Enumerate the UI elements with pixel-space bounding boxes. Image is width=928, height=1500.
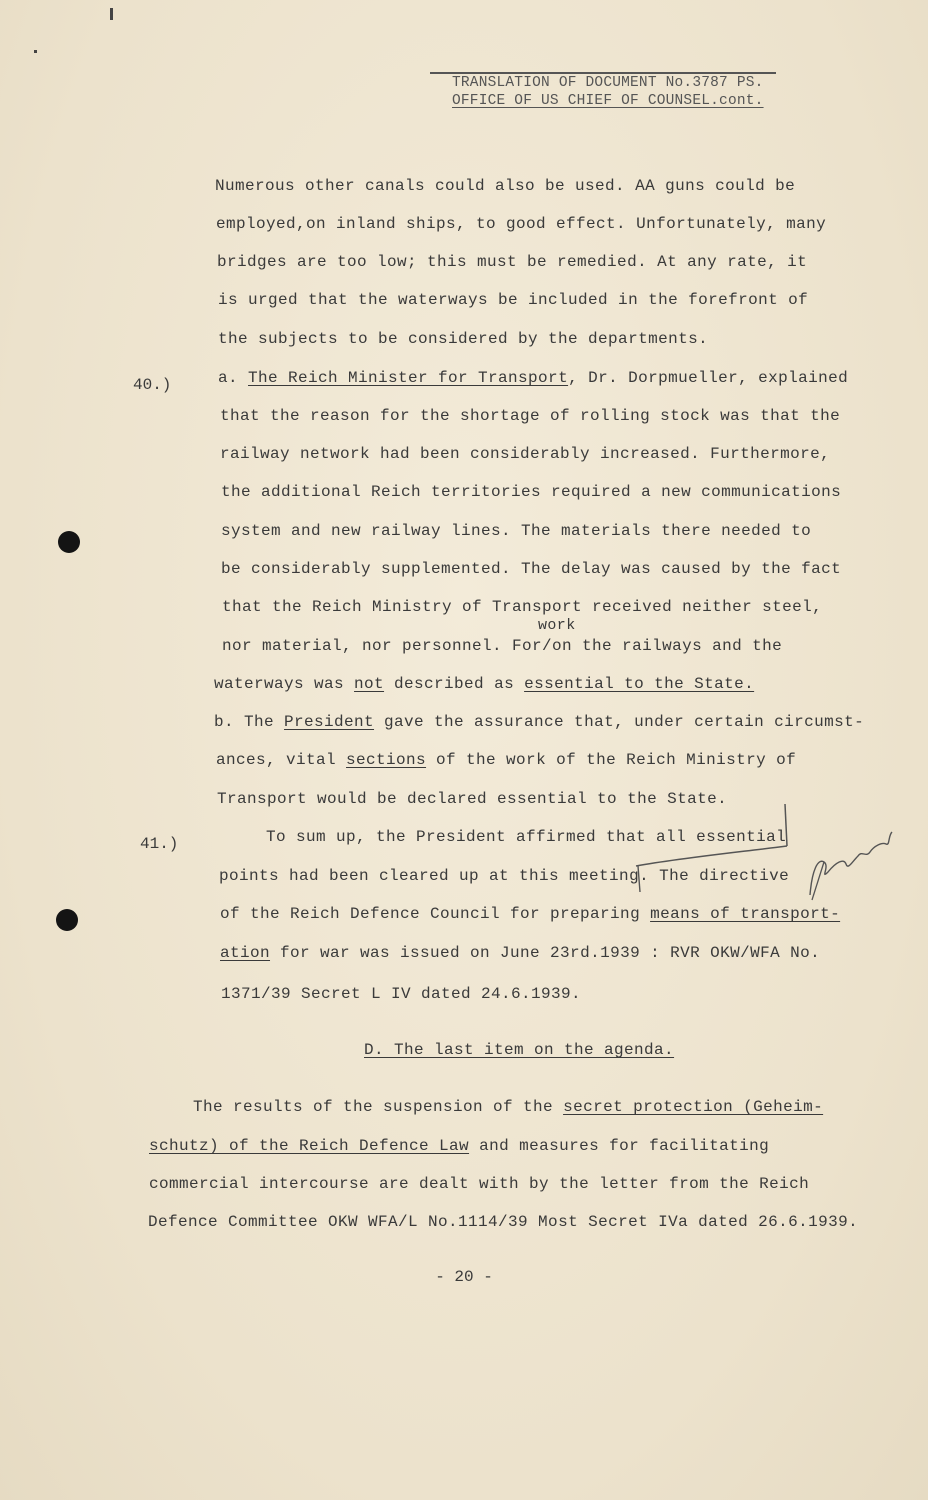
item-b-prefix: b. The <box>214 713 285 731</box>
text-span: of the Reich Defence Council for preparing <box>220 905 651 923</box>
body-line: that the reason for the shortage of rolling stock was that the <box>220 407 841 425</box>
body-line: Defence Committee OKW WFA/L No.1114/39 Most Secret IVa dated 26.6.1939. <box>148 1213 859 1231</box>
paragraph-number: 40.) <box>133 376 172 394</box>
underlined-phrase: means of transport- <box>650 905 841 923</box>
underlined-word: President <box>284 713 375 731</box>
body-line: commercial intercourse are dealt with by the letter from the Reich <box>149 1175 810 1193</box>
text-span: gave the assurance that, under certain circumst- <box>374 713 865 731</box>
page-number: - 20 - <box>435 1268 493 1286</box>
header-line-1: TRANSLATION OF DOCUMENT No.3787 PS. <box>452 75 764 91</box>
body-line: points had been cleared up at this meeting. The directive <box>219 867 790 885</box>
body-line: To sum up, the President affirmed that all essential <box>266 828 787 846</box>
body-line: railway network had been considerably increased. Furthermore, <box>220 445 831 463</box>
text-span: for war was issued on June 23rd.1939 : RVR OKW/WFA No. <box>270 944 821 962</box>
text-span: ances, vital <box>216 751 347 769</box>
item-a-rest: , Dr. Dorpmueller, explained <box>568 369 849 387</box>
body-line: Numerous other canals could also be used. AA guns could be <box>215 177 796 195</box>
underlined-word: not <box>354 675 385 693</box>
header-line-2: OFFICE OF US CHIEF OF COUNSEL.cont. <box>452 93 764 109</box>
paragraph-number: 41.) <box>140 835 179 853</box>
body-line: the subjects to be considered by the departments. <box>218 330 709 348</box>
underlined-phrase: secret protection (Geheim- <box>563 1098 824 1116</box>
text-span: The results of the suspension of the <box>193 1098 564 1116</box>
underlined-word: sections <box>346 751 427 769</box>
body-line: nor material, nor personnel. For/on the railways and the <box>222 637 783 655</box>
text-span: of the work of the Reich Ministry of <box>426 751 797 769</box>
underlined-phrase: essential to the State. <box>524 675 755 693</box>
body-line: Transport would be declared essential to the State. <box>217 790 728 808</box>
underlined-phrase: The Reich Minister for Transport <box>248 369 569 387</box>
item-a-prefix: a. <box>218 369 249 387</box>
body-line: the additional Reich territories required a new communications <box>221 483 842 501</box>
text-span: waterways was <box>214 675 355 693</box>
inserted-word: work <box>538 617 576 634</box>
section-heading: D. The last item on the agenda. <box>364 1041 675 1059</box>
body-line: that the Reich Ministry of Transport received neither steel, <box>222 598 823 616</box>
underlined-word: ation <box>220 944 271 962</box>
body-line: be considerably supplemented. The delay was caused by the fact <box>221 560 842 578</box>
body-line: 1371/39 Secret L IV dated 24.6.1939. <box>221 985 582 1003</box>
body-line: employed,on inland ships, to good effect. Unfortunately, many <box>216 215 827 233</box>
text-span: described as <box>384 675 525 693</box>
underlined-phrase: schutz) of the Reich Defence Law <box>149 1137 470 1155</box>
body-line: bridges are too low; this must be remedied. At any rate, it <box>217 253 808 271</box>
text-span: and measures for facilitating <box>469 1137 770 1155</box>
body-line: system and new railway lines. The materials there needed to <box>221 522 812 540</box>
body-line: is urged that the waterways be included in the forefront of <box>218 291 809 309</box>
